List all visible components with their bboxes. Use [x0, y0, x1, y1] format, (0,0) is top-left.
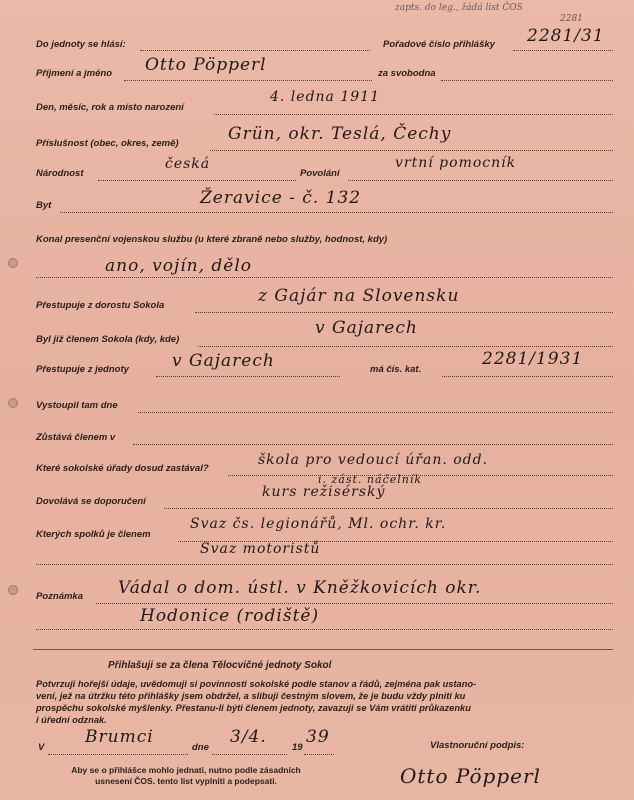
- year-value: 39: [306, 727, 330, 747]
- catalog-line: [442, 376, 613, 377]
- military-label: Konal presenční vojenskou službu (u které zbraně nebo služby, hodnost, kdy): [36, 234, 388, 245]
- archive-note: zapts. do leg., žádá list ČOS: [395, 3, 523, 13]
- place-value: Brumci: [85, 727, 154, 747]
- military-value: ano, vojín, dělo: [105, 256, 253, 276]
- remark-label: Poznámka: [36, 591, 83, 602]
- military-line: [36, 277, 613, 278]
- name-value: Otto Pöpperl: [145, 55, 267, 75]
- offices-value-3: kurs režisérský: [262, 484, 386, 500]
- former-member-label: Byl již členem Sokola (kdy, kde): [36, 334, 180, 345]
- clubs-value-2: Svaz motoristů: [200, 541, 321, 557]
- footer-note-1: Aby se o přihlášce mohlo jednati, nutno podle zásadních: [71, 765, 301, 775]
- transfer-youth-value: z Gajár na Slovensku: [258, 286, 460, 306]
- remains-label: Zůstává členem v: [36, 432, 116, 443]
- date-value: 3/4.: [230, 727, 267, 747]
- date-line: [212, 754, 287, 755]
- section-divider: [33, 649, 613, 650]
- declaration-line-3: prospěchu sokolské myšlenky. Přestanu-li býti členem jednoty, zavazuji se Vám vrátiti průkazenku: [36, 703, 471, 713]
- name-label: Příjmení a jméno: [36, 68, 113, 79]
- order-line: [513, 50, 613, 51]
- footer-note-2: usnesení ČOS. tento list vyplniti a podepsati.: [95, 776, 277, 786]
- date-label: dne: [192, 742, 209, 753]
- profession-label: Povolání: [300, 168, 340, 179]
- remark-value-1: Vádal o dom. ústl. v Kněžkovicích okr.: [118, 578, 482, 598]
- name-line: [124, 80, 372, 81]
- punch-hole: [8, 585, 18, 595]
- former-member-line: [198, 346, 613, 347]
- clubs-label: Kterých spolků je členem: [36, 529, 151, 540]
- transfer-youth-line: [195, 312, 613, 313]
- declaration-line-1: Potvrzuji hořejší údaje, uvědomuji si povinnosti sokolské podle stanov a řádů, zejména pak ustano-: [36, 679, 477, 689]
- remark-value-2: Hodonice (rodiště): [140, 606, 320, 626]
- signature-value: Otto Pöpperl: [400, 764, 541, 788]
- offices-value-1: škola pro vedoucí úřan. odd.: [258, 452, 489, 468]
- unmarried-line: [441, 80, 613, 81]
- catalog-value: 2281/1931: [482, 349, 584, 369]
- transfer-unit-label: Přestupuje z jednoty: [36, 364, 129, 375]
- declaration-line-4: i úřední odznak.: [36, 715, 107, 725]
- order-label: Pořadové číslo přihlášky: [383, 39, 495, 50]
- declaration-line-2: vení, jež na útržku této přihlášky jsem obdržel, a slibuji čestným slovem, že je budu vždy plniti ku: [36, 691, 466, 701]
- left-label: Vystoupil tam dne: [36, 400, 118, 411]
- offices-label: Které sokolské úřady dosud zastával?: [36, 463, 209, 474]
- former-member-value: v Gajarech: [315, 318, 418, 338]
- birth-label: Den, měsíc, rok a místo narození: [36, 102, 184, 113]
- place-prefix: V: [38, 742, 45, 753]
- recommended-line: [164, 508, 613, 509]
- left-line: [138, 412, 613, 413]
- clubs-line-2: [36, 564, 613, 565]
- year-prefix: 19: [292, 742, 303, 753]
- recommended-label: Dovolává se doporučení: [36, 496, 146, 507]
- place-line: [48, 754, 188, 755]
- domicile-line: [210, 150, 613, 151]
- residence-line: [60, 212, 613, 213]
- order-value: 2281/31: [527, 26, 605, 46]
- to-unit-line: [140, 50, 370, 51]
- year-line: [304, 754, 334, 755]
- remark-line-2: [36, 629, 613, 630]
- residence-value: Žeravice - č. 132: [200, 188, 362, 208]
- archive-note-number: 2281: [560, 14, 583, 24]
- punch-hole: [8, 258, 18, 268]
- transfer-unit-value: v Gajarech: [172, 351, 275, 371]
- transfer-unit-line: [156, 376, 340, 377]
- signature-label: Vlastnoruční podpis:: [430, 740, 525, 751]
- declaration-heading: Přihlašuji se za člena Tělocvičné jednoty Sokol: [108, 660, 332, 671]
- domicile-value: Grün, okr. Teslá, Čechy: [228, 124, 452, 144]
- profession-value: vrtní pomocník: [395, 155, 517, 171]
- remark-line: [96, 603, 613, 604]
- remains-line: [133, 444, 613, 445]
- punch-hole: [8, 398, 18, 408]
- profession-line: [348, 180, 613, 181]
- domicile-label: Příslušnost (obec, okres, země): [36, 138, 179, 149]
- offices-value-2: i. zást. náčelník: [318, 473, 423, 486]
- nationality-value: česká: [165, 156, 211, 172]
- catalog-label: má čís. kat.: [370, 364, 422, 375]
- clubs-value-1: Svaz čs. legionářů, Ml. ochr. kr.: [190, 516, 447, 532]
- nationality-label: Národnost: [36, 168, 84, 179]
- transfer-youth-label: Přestupuje z dorostu Sokola: [36, 300, 165, 311]
- birth-value: 4. ledna 1911: [270, 89, 380, 105]
- birth-line: [214, 114, 613, 115]
- residence-label: Byt: [36, 200, 52, 211]
- nationality-line: [98, 180, 296, 181]
- to-unit-label: Do jednoty se hlásí:: [36, 39, 126, 50]
- unmarried-label: za svobodna: [378, 68, 436, 79]
